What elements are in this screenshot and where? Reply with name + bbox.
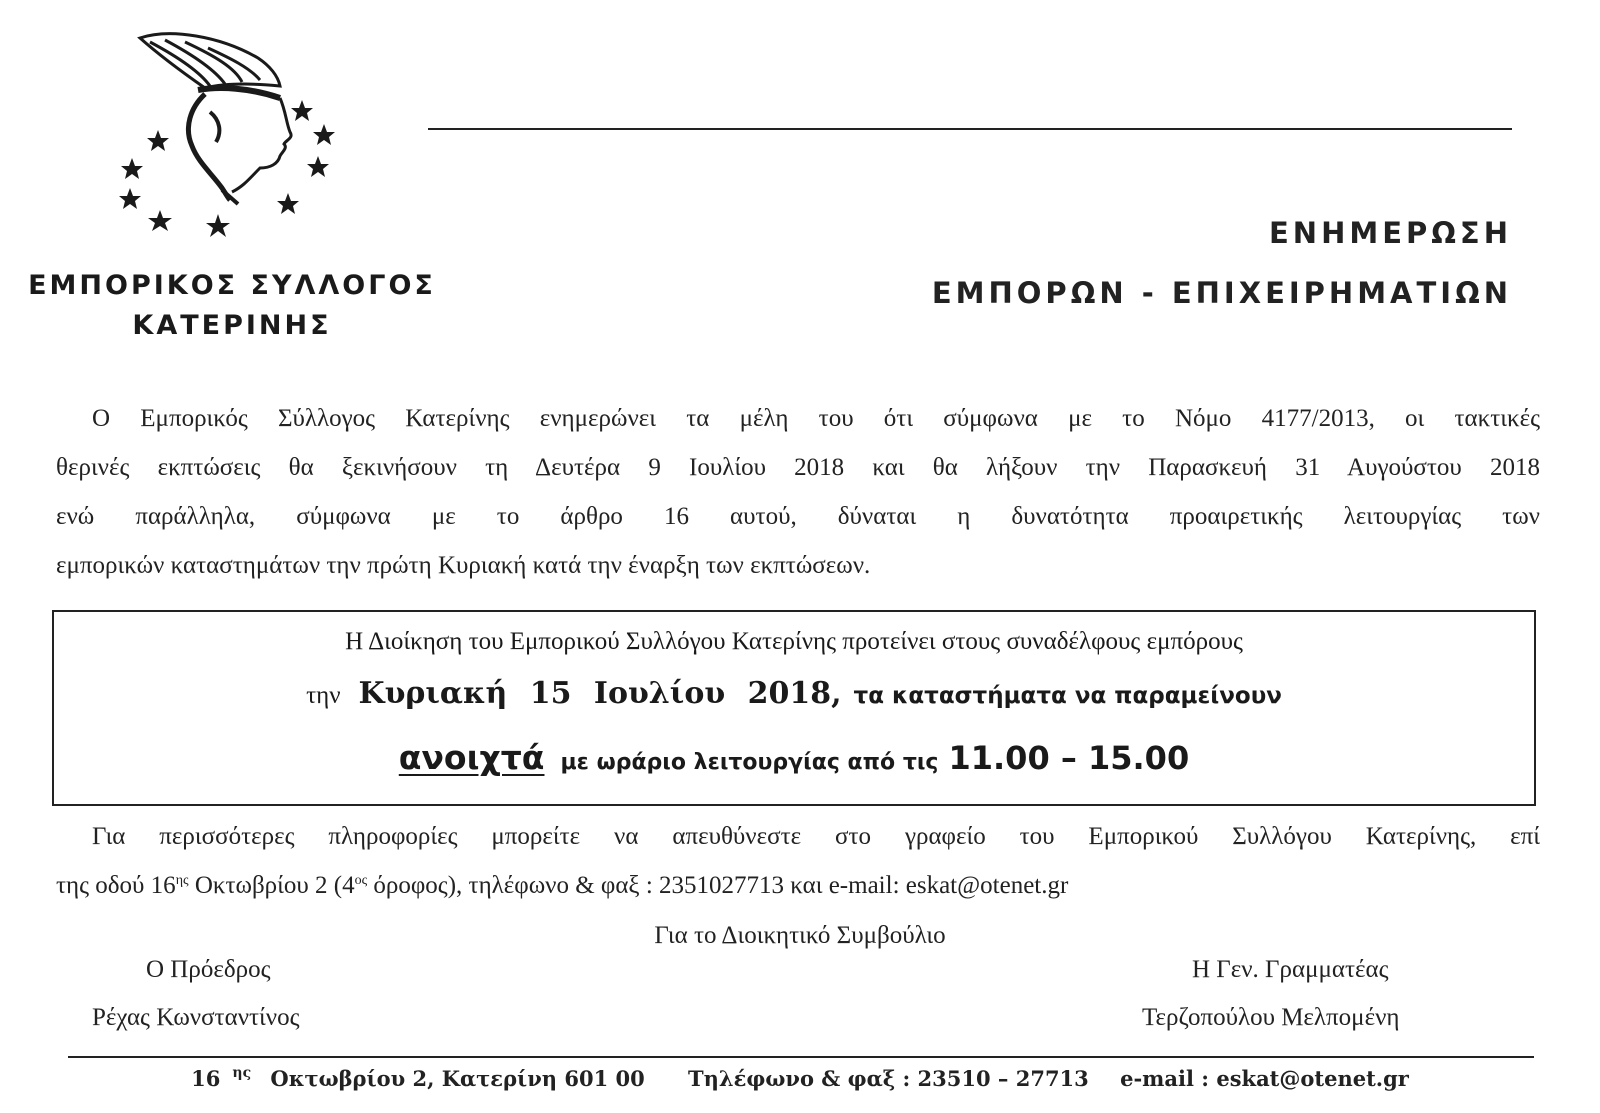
organization-city: ΚΑΤΕΡΙΝΗΣ xyxy=(132,310,332,341)
notice-suffix: τα καταστήματα να παραμείνουν xyxy=(853,683,1282,709)
president-name: Ρέχας Κωνσταντίνος xyxy=(92,1004,300,1031)
intro-line: ενώ παράλληλα, σύμφωνα με το άρθρο 16 αυτού, δύναται η δυνατότητα προαιρετικής λειτουργίας των xyxy=(56,503,1540,530)
intro-line: θερινές εκπτώσεις θα ξεκινήσουν τη Δευτέρα 9 Ιουλίου 2018 και θα λήξουν την Παρασκευή 31 Αυγούστου 2018 xyxy=(56,454,1540,481)
hermes-head-icon xyxy=(140,34,291,204)
board-signature-heading: Για το Διοικητικό Συμβούλιο xyxy=(654,922,946,949)
footer-divider xyxy=(68,1056,1534,1058)
info-sup: ης xyxy=(175,873,189,888)
notice-hours-prefix: με ωράριο λειτουργίας από τις xyxy=(560,750,939,775)
stars-icon xyxy=(119,100,335,237)
notice-hours-line xyxy=(54,738,1534,777)
intro-line: εμπορικών καταστημάτων την πρώτη Κυριακή κατά την έναρξη των εκπτώσεων. xyxy=(56,552,871,579)
footer-contact xyxy=(0,1065,1600,1091)
secretary-title: Η Γεν. Γραμματέας xyxy=(1192,956,1389,983)
intro-line: Ο Εμπορικός Σύλλογος Κατερίνης ενημερώνει τα μέλη του ότι σύμφωνα με το Νόμο 4177/2013, οι τακτικές xyxy=(92,405,1540,432)
secretary-name: Τερζοπούλου Μελπομένη xyxy=(1142,1004,1400,1031)
notice-box xyxy=(52,610,1536,806)
footer-address-number: 16 xyxy=(191,1066,221,1091)
info-text: της οδού 16 xyxy=(56,872,176,899)
notice-date: Κυριακή 15 Ιουλίου 2018, xyxy=(358,676,842,711)
info-text: Οκτωβρίου 2 (4 xyxy=(188,872,355,899)
info-text: όροφος), τηλέφωνο & φαξ : 2351027713 και e-mail: eskat@otenet.gr xyxy=(367,872,1069,899)
notice-date-line xyxy=(54,676,1534,711)
top-divider xyxy=(428,128,1512,130)
notice-hours: 11.00 – 15.00 xyxy=(948,739,1190,777)
footer-email[interactable]: e-mail : eskat@otenet.gr xyxy=(1120,1066,1409,1091)
association-logo xyxy=(110,28,360,258)
notice-open-word: ανοιχτά xyxy=(398,738,545,777)
info-sup: ος xyxy=(354,873,368,888)
info-line: Για περισσότερες πληροφορίες μπορείτε να απευθύνεστε στο γραφείο του Εμπορικού Συλλόγου Κατερίνης, επί xyxy=(92,823,1540,850)
footer-phone: Τηλέφωνο & φαξ : 23510 – 27713 xyxy=(688,1066,1089,1091)
document-subtitle: ΕΜΠΟΡΩΝ - ΕΠΙΧΕΙΡΗΜΑΤΙΩΝ xyxy=(931,276,1512,310)
notice-prefix: την xyxy=(306,682,341,709)
organization-name: ΕΜΠΟΡΙΚΟΣ ΣΥΛΛΟΓΟΣ xyxy=(28,270,436,301)
notice-intro: Η Διοίκηση του Εμπορικού Συλλόγου Κατερίνης προτείνει στους συναδέλφους εμπόρους xyxy=(345,628,1243,655)
footer-address xyxy=(179,1066,657,1091)
president-title: Ο Πρόεδρος xyxy=(146,956,271,983)
footer-address-sup: ης xyxy=(232,1065,252,1081)
document-title: ΕΝΗΜΕΡΩΣΗ xyxy=(1268,216,1512,250)
info-line xyxy=(56,872,1068,900)
footer-address-text: Οκτωβρίου 2, Κατερίνη 601 00 xyxy=(263,1066,645,1091)
